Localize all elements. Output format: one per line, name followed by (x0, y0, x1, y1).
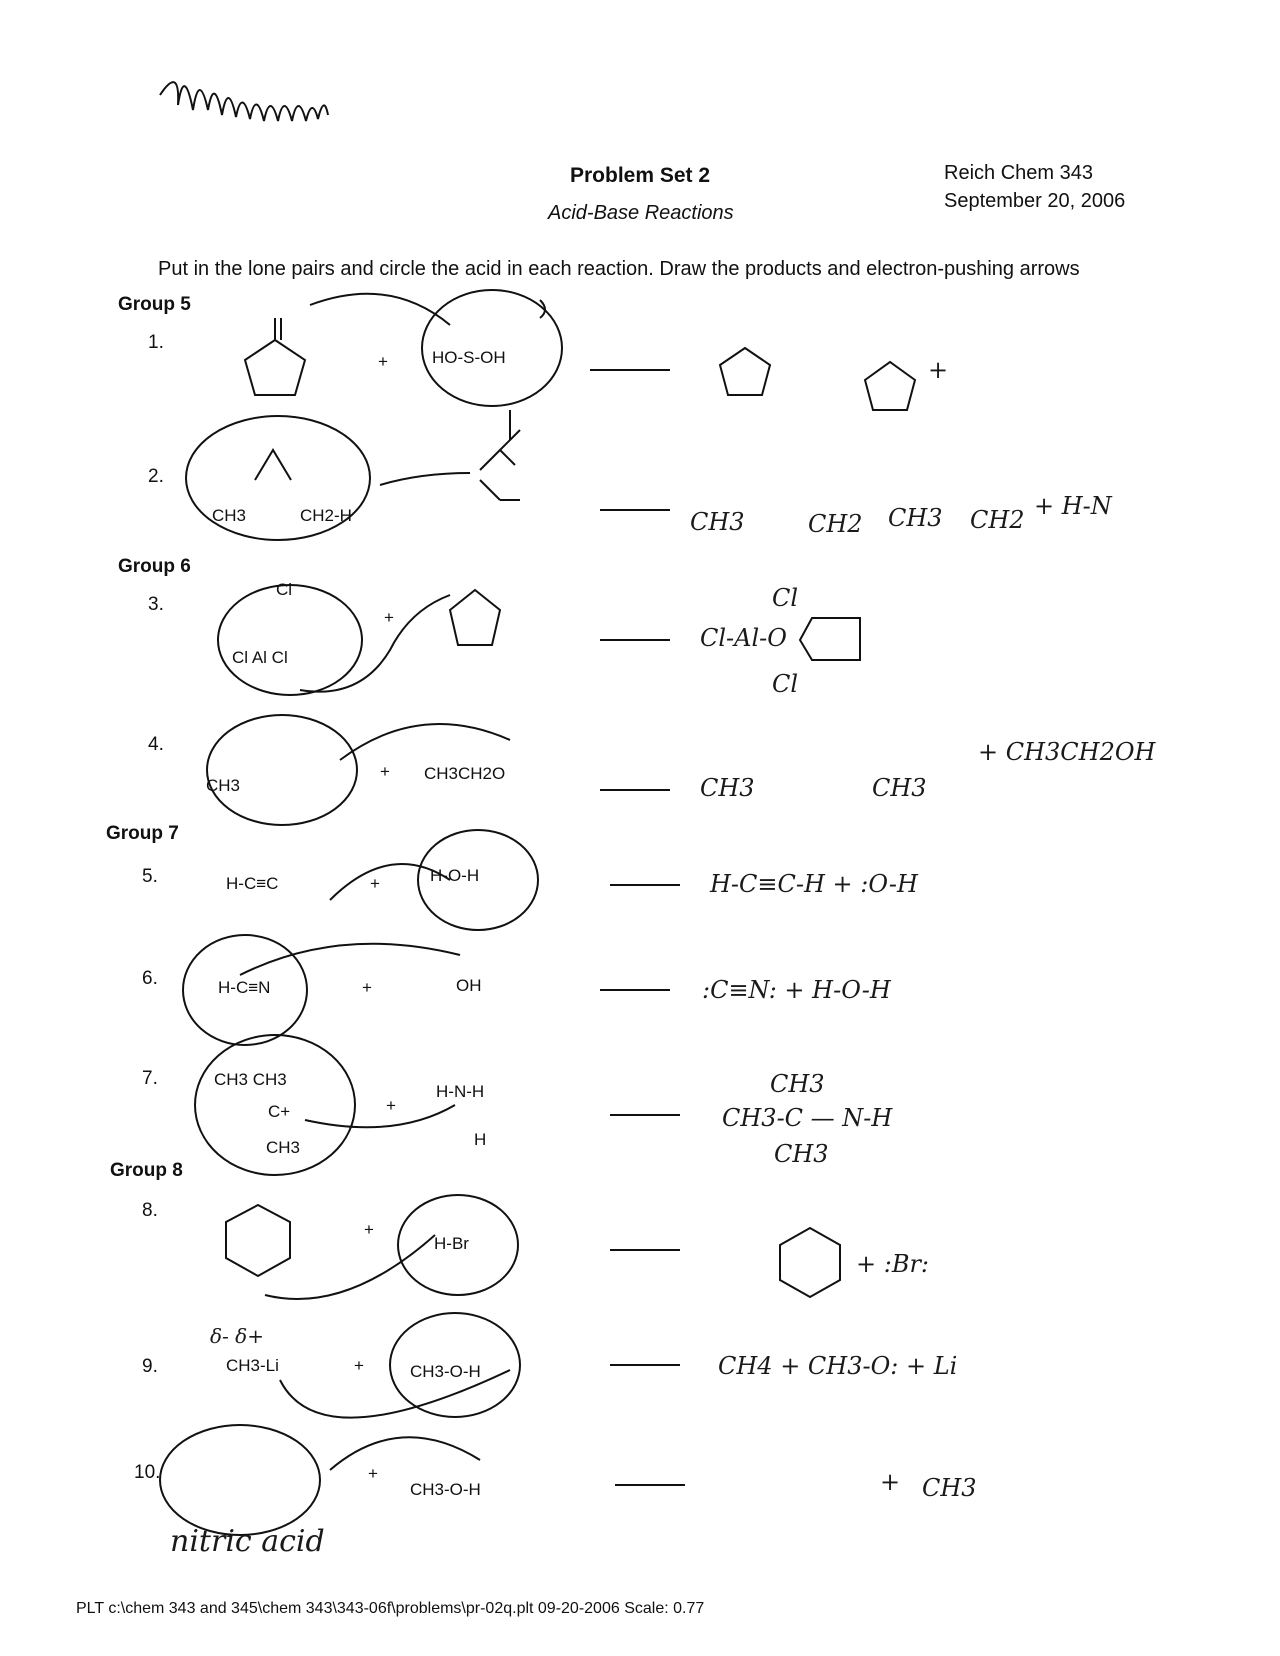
reactant: Cl Al Cl (232, 648, 288, 667)
reactant: H-Br (434, 1234, 469, 1253)
reactant: CH3 (266, 1138, 301, 1157)
product: :C≡N: + H-O-H (702, 976, 891, 1004)
product: + (928, 356, 949, 384)
problem-number: 4. (148, 734, 164, 755)
product: CH3 (700, 774, 755, 802)
product: CH3 (872, 774, 927, 802)
group-label: Group 5 (118, 294, 191, 315)
footer-path: PLT c:\chem 343 and 345\chem 343\343-06f\problems\pr-02q.plt 09-20-2006 Scale: 0.77 (76, 1600, 705, 1617)
group-label: Group 8 (110, 1160, 183, 1181)
reactant: C+ (268, 1102, 291, 1121)
acid-circle-4 (207, 715, 357, 825)
reactant: H-O-H (430, 866, 480, 885)
problem-number: 1. (148, 332, 164, 353)
product: + :Br: (856, 1250, 930, 1278)
handwritten-annotation: nitric acid (170, 1524, 325, 1559)
problem-number: 9. (142, 1356, 158, 1377)
problem-number: 10. (134, 1462, 161, 1483)
product: CH3 (690, 508, 745, 536)
product: + CH3CH2OH (978, 738, 1156, 766)
product: H-C≡C-H + :O-H (710, 870, 918, 898)
plus-sign: + (384, 608, 394, 627)
reactant: CH3 CH3 (214, 1070, 287, 1089)
problem-number: 8. (142, 1200, 158, 1221)
partial-charges: δ- δ+ (210, 1324, 264, 1348)
acid-circle-3 (218, 585, 362, 695)
group-label: Group 6 (118, 556, 191, 577)
plus-sign: + (378, 352, 388, 371)
plus-sign: + (364, 1220, 374, 1239)
product: CH4 + CH3-O: + Li (718, 1352, 958, 1380)
product: CH3 (774, 1140, 829, 1168)
problem-number: 6. (142, 968, 158, 989)
product: Cl-Al-O (700, 624, 787, 652)
pyridine-ring (226, 1205, 290, 1276)
signature-scribble (160, 82, 328, 121)
page-title: Problem Set 2 (570, 164, 711, 187)
plus-sign: + (368, 1464, 378, 1483)
reactant: H-C≡C (226, 874, 279, 893)
reactant: CH3-O-H (410, 1362, 481, 1381)
reactant: HO-S-OH (432, 348, 506, 367)
problem-number: 7. (142, 1068, 158, 1089)
reactant: CH3-O-H (410, 1480, 481, 1499)
reactant: H-N-H (436, 1082, 485, 1101)
reactant: H (474, 1130, 487, 1149)
reactant: CH3 (212, 506, 247, 525)
problem-number: 2. (148, 466, 164, 487)
product: CH3 (888, 504, 943, 532)
product: Cl (772, 670, 799, 698)
reactant: OH (456, 976, 482, 995)
reactant: CH3 (206, 776, 241, 795)
problem-number: 5. (142, 866, 158, 887)
plus-sign: + (362, 978, 372, 997)
acid-circle-10 (160, 1425, 320, 1535)
plus-sign: + (354, 1356, 364, 1375)
course-label: Reich Chem 343 (944, 162, 1093, 184)
product: + (880, 1468, 901, 1496)
plus-sign: + (386, 1096, 396, 1115)
problem-number: 3. (148, 594, 164, 615)
plus-sign: + (380, 762, 390, 781)
reactant: CH3-Li (226, 1356, 279, 1375)
product: CH3 (922, 1474, 977, 1502)
instructions: Put in the lone pairs and circle the acid in each reaction. Draw the products and electron-pushing arrows (158, 258, 1080, 280)
product: + H-N (1034, 492, 1112, 520)
page-subtitle: Acid-Base Reactions (548, 202, 734, 224)
cyclopentanone-ring (245, 340, 305, 395)
product: CH3-C — N-H (722, 1104, 893, 1132)
date-label: September 20, 2006 (944, 190, 1126, 212)
reactant: CH3CH2O (424, 764, 506, 783)
reactant: CH2-H (300, 506, 352, 525)
reactant: H-C≡N (218, 978, 271, 997)
product: CH3 (770, 1070, 825, 1098)
product: CH2 (970, 506, 1025, 534)
plus-sign: + (370, 874, 380, 893)
product: CH2 (808, 510, 863, 538)
group-label: Group 7 (106, 823, 179, 844)
product: Cl (772, 584, 799, 612)
reactant: Cl (276, 580, 293, 599)
